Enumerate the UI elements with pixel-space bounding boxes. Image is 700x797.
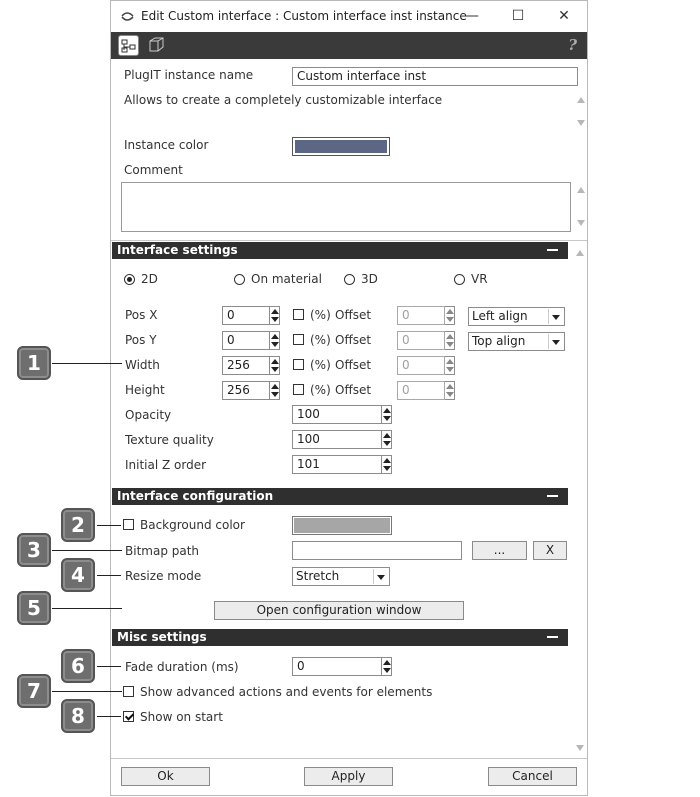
callout-3: 3 [17, 533, 51, 567]
vertical-align-value: Top align [472, 334, 526, 348]
instance-name-input[interactable]: Custom interface inst [292, 67, 578, 86]
offset-label: Offset [335, 333, 372, 347]
chevron-down-icon[interactable] [548, 309, 563, 324]
title-bar [111, 1, 587, 32]
app-logo-icon [120, 11, 135, 22]
pos-y-label: Pos Y [125, 333, 157, 347]
instance-color-swatch[interactable] [292, 137, 390, 156]
mode-vr-radio[interactable] [454, 274, 465, 285]
background-color-checkbox[interactable] [123, 519, 134, 530]
scroll-down-icon[interactable] [577, 120, 585, 126]
width-spinner[interactable] [270, 356, 280, 375]
help-icon[interactable]: ? [568, 36, 577, 54]
pos-y-spinner[interactable] [270, 331, 280, 350]
texture-quality-input[interactable]: 100 [292, 430, 382, 449]
show-advanced-label: Show advanced actions and events for elements [140, 685, 433, 699]
pos-x-percent-checkbox[interactable] [293, 309, 304, 320]
mode-3d-radio[interactable] [344, 274, 355, 285]
resize-mode-select[interactable] [292, 567, 390, 586]
scroll-down-icon[interactable] [577, 220, 585, 226]
width-offset-input[interactable]: 0 [397, 356, 445, 375]
apply-button[interactable]: Apply [304, 767, 393, 786]
instance-name-label: PlugIT instance name [124, 68, 254, 82]
horizontal-align-value: Left align [472, 309, 528, 323]
pos-y-input[interactable]: 0 [222, 331, 270, 350]
cube-icon [147, 35, 166, 54]
callout-4: 4 [61, 558, 95, 592]
z-order-input[interactable]: 101 [292, 455, 382, 474]
height-percent-checkbox[interactable] [293, 384, 304, 395]
height-offset-input[interactable]: 0 [397, 381, 445, 400]
percent-label: (%) [310, 308, 331, 322]
description-text: Allows to create a completely customizable interface [124, 93, 443, 107]
opacity-input[interactable]: 100 [292, 405, 382, 424]
callout-line [97, 525, 121, 526]
z-order-label: Initial Z order [125, 458, 207, 472]
comment-label: Comment [124, 163, 183, 177]
hierarchy-icon [119, 36, 138, 55]
callout-7: 7 [17, 674, 51, 708]
background-color-label: Background color [140, 518, 245, 532]
bitmap-path-label: Bitmap path [125, 544, 200, 558]
resize-mode-label: Resize mode [125, 569, 202, 583]
mode-2d-radio[interactable] [124, 274, 135, 285]
mode-2d-label: 2D [141, 272, 158, 286]
height-label: Height [125, 383, 165, 397]
width-offset-spinner[interactable] [445, 356, 455, 375]
section-title: Interface settings [117, 243, 238, 257]
offset-label: Offset [335, 383, 372, 397]
pos-y-offset-input[interactable]: 0 [397, 331, 445, 350]
texture-quality-spinner[interactable] [382, 430, 392, 449]
minimize-button[interactable] [449, 1, 495, 32]
percent-label: (%) [310, 358, 331, 372]
percent-label: (%) [310, 383, 331, 397]
height-input[interactable]: 256 [222, 381, 270, 400]
z-order-spinner[interactable] [382, 455, 392, 474]
show-advanced-checkbox[interactable] [123, 686, 134, 697]
chevron-down-icon[interactable] [548, 334, 563, 349]
maximize-button[interactable] [495, 1, 541, 32]
pos-y-percent-checkbox[interactable] [293, 334, 304, 345]
pos-y-offset-spinner[interactable] [445, 331, 455, 350]
window-title: Edit Custom interface : Custom interface inst instance [141, 9, 467, 23]
mode-on-material-label: On material [251, 272, 322, 286]
misc-settings-header[interactable] [112, 629, 568, 646]
mode-vr-label: VR [471, 272, 488, 286]
comment-scrollbar[interactable] [575, 183, 587, 231]
width-percent-checkbox[interactable] [293, 359, 304, 370]
collapse-icon[interactable] [547, 495, 558, 497]
collapse-icon[interactable] [547, 249, 558, 251]
callout-line [52, 550, 122, 551]
horizontal-align-select[interactable] [468, 307, 565, 326]
callout-2: 2 [61, 508, 95, 542]
height-spinner[interactable] [270, 381, 280, 400]
callout-8: 8 [61, 699, 95, 733]
opacity-spinner[interactable] [382, 405, 392, 424]
section-title: Misc settings [117, 630, 207, 644]
divider [111, 758, 587, 759]
callout-line [97, 575, 121, 576]
scroll-up-icon[interactable] [577, 97, 585, 103]
edit-dialog-window [110, 0, 588, 796]
show-on-start-label: Show on start [140, 710, 223, 724]
fade-duration-input[interactable]: 0 [292, 657, 382, 676]
section-title: Interface configuration [117, 489, 274, 503]
opacity-label: Opacity [125, 408, 172, 422]
instance-color-label: Instance color [124, 138, 209, 152]
clear-bitmap-button[interactable]: X [533, 541, 567, 560]
pos-x-offset-input[interactable]: 0 [397, 306, 445, 325]
callout-line [97, 716, 121, 717]
toolbar [111, 32, 587, 59]
texture-quality-label: Texture quality [125, 433, 214, 447]
width-input[interactable]: 256 [222, 356, 270, 375]
resize-mode-value: Stretch [296, 569, 340, 583]
hierarchy-view-button[interactable] [118, 35, 139, 56]
instance-color-fill [295, 140, 387, 153]
callout-line [52, 608, 122, 609]
width-label: Width [125, 358, 160, 372]
minimize-icon: — [465, 8, 479, 24]
browse-button[interactable]: ... [472, 541, 527, 560]
callout-5: 5 [17, 591, 51, 625]
callout-line [52, 363, 122, 364]
vertical-align-select[interactable] [468, 332, 565, 351]
callout-line [52, 691, 122, 692]
collapse-icon[interactable] [547, 636, 558, 638]
scroll-up-icon[interactable] [576, 250, 584, 256]
mode-on-material-radio[interactable] [234, 274, 245, 285]
pos-x-offset-spinner[interactable] [445, 306, 455, 325]
open-configuration-window-button[interactable]: Open configuration window [214, 601, 464, 620]
background-color-swatch[interactable] [292, 516, 392, 535]
interface-settings-header[interactable] [112, 242, 568, 259]
divider [111, 240, 587, 241]
callout-line [97, 666, 121, 667]
percent-label: (%) [310, 333, 331, 347]
background-color-fill [294, 518, 390, 533]
scroll-up-icon[interactable] [577, 187, 585, 193]
interface-configuration-header[interactable] [112, 488, 568, 505]
offset-label: Offset [335, 358, 372, 372]
3d-view-button[interactable] [147, 35, 168, 56]
show-on-start-checkbox[interactable] [123, 711, 134, 722]
pos-x-label: Pos X [125, 308, 158, 322]
maximize-icon: ☐ [511, 8, 525, 24]
description-scrollbar[interactable] [575, 93, 587, 131]
fade-duration-spinner[interactable] [382, 657, 392, 676]
pos-x-input[interactable]: 0 [222, 306, 270, 325]
pos-x-spinner[interactable] [270, 306, 280, 325]
chevron-down-icon[interactable] [373, 569, 388, 584]
main-scrollbar[interactable] [574, 244, 586, 756]
callout-1: 1 [17, 346, 51, 380]
callout-6: 6 [61, 649, 95, 683]
scroll-down-icon[interactable] [576, 745, 584, 751]
cancel-button[interactable]: Cancel [488, 767, 577, 786]
bitmap-path-input[interactable] [292, 541, 462, 560]
mode-3d-label: 3D [361, 272, 378, 286]
ok-button[interactable]: Ok [121, 767, 210, 786]
height-offset-spinner[interactable] [445, 381, 455, 400]
close-button[interactable] [541, 1, 587, 32]
offset-label: Offset [335, 308, 372, 322]
fade-duration-label: Fade duration (ms) [125, 660, 239, 674]
comment-textarea[interactable] [121, 182, 571, 232]
close-icon: ✕ [558, 8, 570, 24]
